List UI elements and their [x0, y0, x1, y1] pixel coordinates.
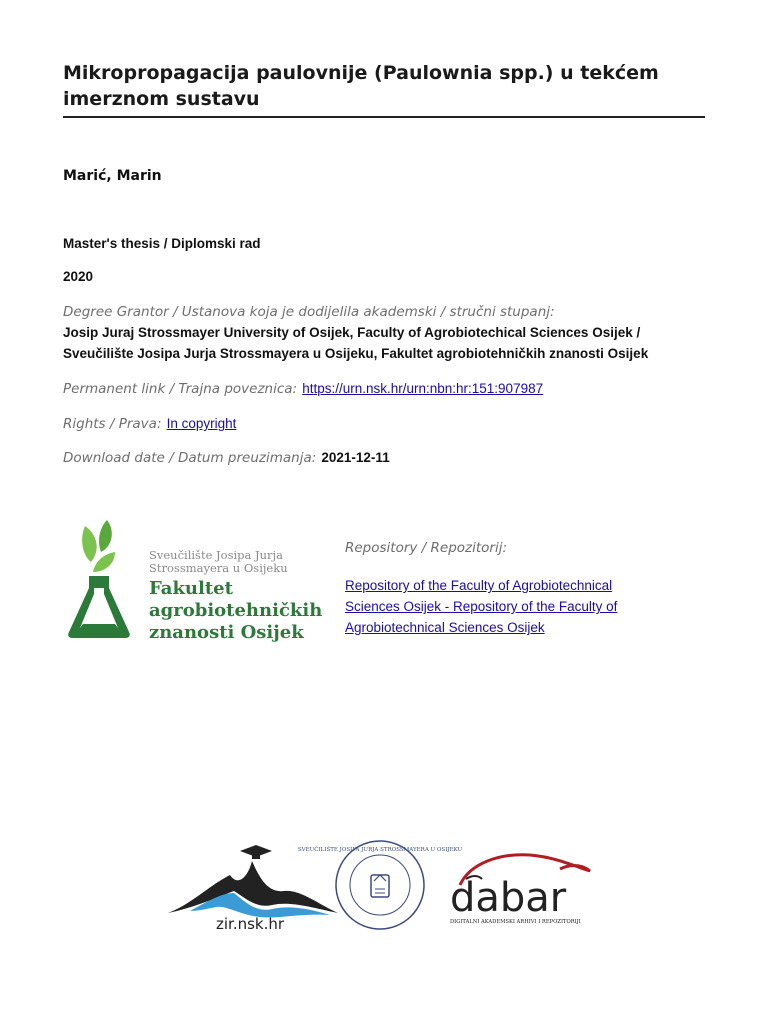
title-divider — [63, 116, 705, 118]
faculty-small-line-1: Sveučilište Josipa Jurja — [149, 548, 283, 562]
seal-text: SVEUČILIŠTE JOSIPA JURJA STROSSMAYERA U OSIJEKU — [297, 847, 463, 853]
zir-text: zir.nsk.hr — [216, 915, 285, 933]
rights-row — [63, 413, 236, 432]
faculty-big-line-3: znanosti Osijek — [149, 622, 304, 643]
flask-leaf-icon — [63, 516, 143, 646]
permanent-link-label: Permanent link / Trajna poveznica: — [63, 381, 298, 397]
permanent-link[interactable]: https://urn.nsk.hr/urn:nbn:hr:151:907987 — [302, 381, 544, 396]
year: 2020 — [63, 269, 94, 284]
faculty-small-line-2: Strossmayera u Osijeku — [149, 561, 288, 575]
document-title: Mikropropagacija paulovnije (Paulownia spp.) u tekćem imerznom sustavu — [63, 62, 659, 110]
permanent-link-row — [63, 378, 543, 397]
rights-label: Rights / Prava: — [63, 416, 162, 432]
university-seal-icon — [298, 841, 463, 929]
download-row — [63, 447, 390, 466]
download-label: Download date / Datum preuzimanja: — [63, 450, 317, 466]
zir-logo — [168, 845, 338, 933]
grantor-value — [63, 322, 648, 364]
logos-graphic — [160, 835, 620, 935]
rights-link[interactable]: In copyright — [166, 416, 237, 431]
thesis-type: Master's thesis / Diplomski rad — [63, 236, 261, 251]
faculty-big-line-1: Fakultet — [149, 578, 233, 599]
repository-link[interactable]: Repository of the Faculty of Agrobiotechnical Sciences Osijek - Repository of the Faculty of Agrobiotechnical Sciences Osijek — [345, 578, 618, 635]
dabar-logo — [450, 855, 590, 925]
faculty-big-line-2: agrobiotehničkih — [149, 600, 323, 621]
repository-label: Repository / Repozitorij: — [345, 540, 508, 556]
faculty-university-name — [149, 549, 288, 575]
bottom-logos — [160, 835, 620, 935]
grantor-line-2: Sveučilište Josipa Jurja Strossmayera u Osijeku, Fakultet agrobiotehničkih znanosti Osijek — [63, 346, 649, 361]
faculty-name — [149, 578, 322, 644]
grantor-label: Degree Grantor / Ustanova koja je dodijelila akademski / stručni stupanj: — [63, 304, 555, 320]
download-date: 2021-12-11 — [321, 450, 390, 465]
dabar-text: dabar — [450, 875, 567, 921]
author-name: Marić, Marin — [63, 168, 162, 184]
faculty-logo — [63, 516, 323, 646]
dabar-subtitle: DIGITALNI AKADEMSKI ARHIVI I REPOZITORIJI — [450, 919, 581, 925]
grantor-line-1: Josip Juraj Strossmayer University of Osijek, Faculty of Agrobiotechical Sciences Osijek / — [63, 325, 641, 340]
